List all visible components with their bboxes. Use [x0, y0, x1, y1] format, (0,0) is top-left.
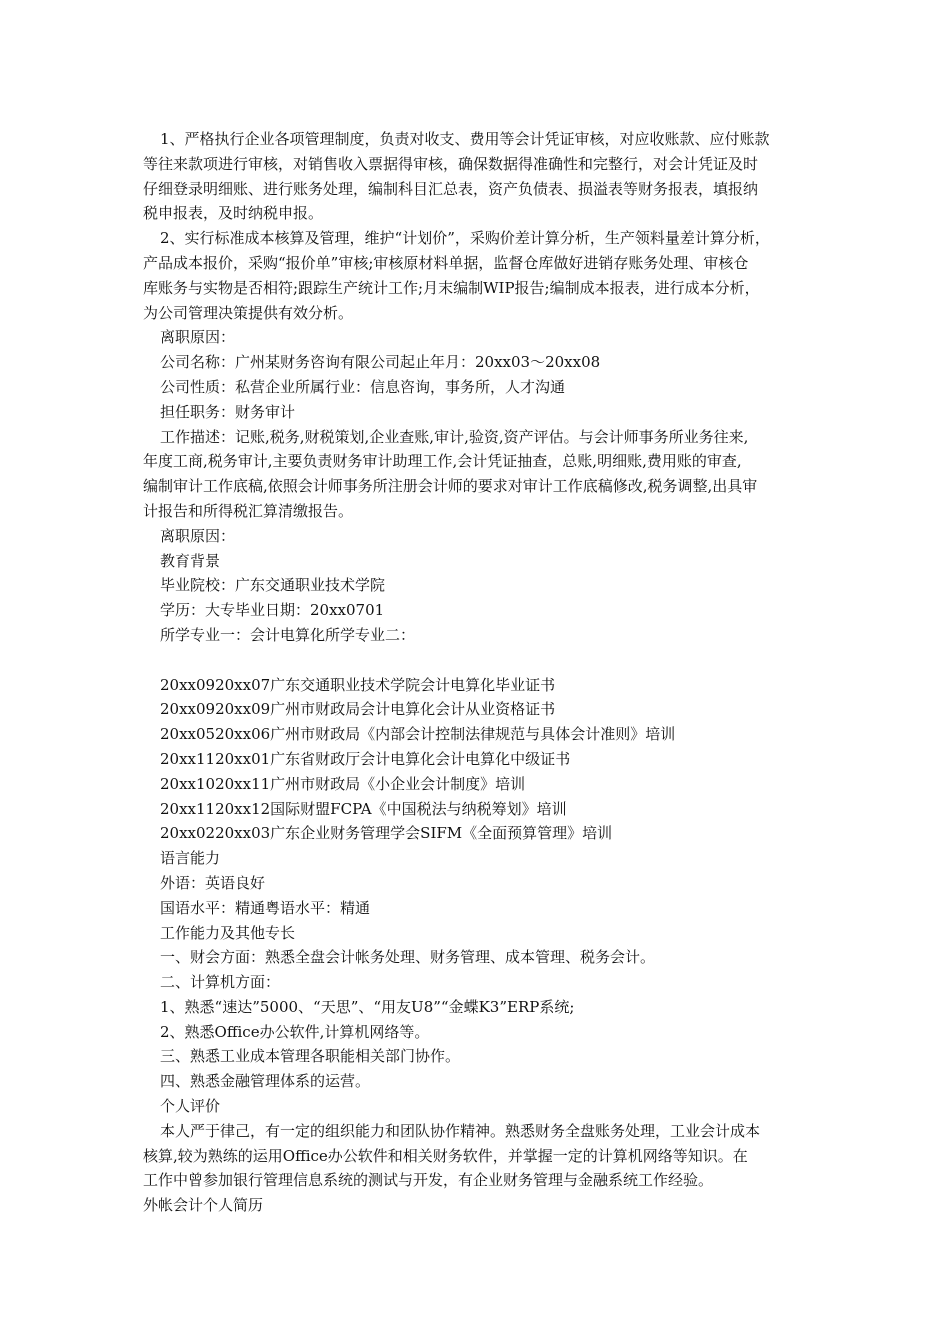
- text-line: 20xx0920xx07广东交通职业技术学院会计电算化毕业证书: [160, 675, 556, 694]
- text-line: 20xx1020xx11广州市财政局《小企业会计制度》培训: [160, 774, 526, 793]
- text-line: 编制审计工作底稿,依照会计师事务所注册会计师的要求对审计工作底稿修改,税务调整,出具审: [143, 477, 758, 496]
- text-line: 语言能力: [160, 849, 221, 868]
- text-line: 本人严于律己，有一定的组织能力和团队协作精神。熟悉财务全盘账务处理，工业会计成本: [160, 1121, 761, 1140]
- blank-line: [143, 648, 818, 673]
- text-line: 2、实行标准成本核算及管理，维护“计划价”，采购价差计算分析，生产领料量差计算分析，: [160, 229, 770, 248]
- text-line: 为公司管理决策提供有效分析。: [143, 303, 354, 322]
- text-line: 仔细登录明细账、进行账务处理，编制科目汇总表，资产负债表、损溢表等财务报表，填报纳: [143, 179, 759, 198]
- text-line: 工作能力及其他专长: [160, 923, 296, 942]
- text-line: 年度工商,税务审计,主要负责财务审计助理工作,会计凭证抽查，总账,明细账,费用账的审查,: [143, 452, 742, 471]
- text-line: 2、熟悉Office办公软件,计算机网络等。: [160, 1022, 430, 1041]
- text-line: 20xx1120xx01广东省财政厅会计电算化会计电算化中级证书: [160, 749, 571, 768]
- text-line: 一、财会方面：熟悉全盘会计帐务处理、财务管理、成本管理、税务会计。: [160, 948, 656, 967]
- text-line: 税申报表，及时纳税申报。: [143, 204, 324, 223]
- text-line: 1、熟悉“速达”5000、“天思”、“用友U8”“金蝶K3”ERP系统;: [160, 997, 575, 1016]
- text-line: 1、严格执行企业各项管理制度，负责对收支、费用等会计凭证审核，对应收账款、应付账款: [160, 130, 770, 148]
- text-line: 外语：英语良好: [160, 873, 266, 892]
- text-line: 国语水平：精通粤语水平：精通: [160, 898, 371, 917]
- text-line: 公司性质：私营企业所属行业：信息咨询，事务所，人才沟通: [160, 377, 566, 396]
- text-line: 所学专业一：会计电算化所学专业二：: [160, 625, 416, 644]
- text-line: 工作中曾参加银行管理信息系统的测试与开发，有企业财务管理与金融系统工作经验。: [143, 1171, 714, 1190]
- text-line: 教育背景: [160, 551, 221, 570]
- text-line: 公司名称：广州某财务咨询有限公司起止年月：20xx03～20xx08: [160, 353, 601, 372]
- text-line: 学历：大专毕业日期：20xx0701: [160, 601, 385, 620]
- text-line: 20xx0520xx06广州市财政局《内部会计控制法律规范与具体会计准则》培训: [160, 725, 676, 744]
- text-line: 库账务与实物是否相符;跟踪生产统计工作;月末编制WIP报告;编制成本报表，进行成本分析，: [143, 278, 760, 297]
- text-line: 外帐会计个人简历: [143, 1196, 264, 1215]
- text-line: 产品成本报价，采购“报价单”审核;审核原材料单据，监督仓库做好进销存账务处理、审核仓: [143, 253, 749, 272]
- text-line: 三、熟悉工业成本管理各职能相关部门协作。: [160, 1047, 461, 1066]
- text-line: 等往来款项进行审核，对销售收入票据得审核，确保数据得准确性和完整行，对会计凭证及时: [143, 154, 759, 173]
- text-line: 个人评价: [160, 1097, 221, 1116]
- text-line: 毕业院校：广东交通职业技术学院: [160, 576, 386, 595]
- document-body: [143, 127, 818, 1218]
- text-line: 20xx0920xx09广州市财政局会计电算化会计从业资格证书: [160, 700, 556, 719]
- text-line: 核算,较为熟练的运用Office办公软件和相关财务软件，并掌握一定的计算机网络等知识。在: [143, 1146, 748, 1165]
- text-line: 20xx0220xx03广东企业财务管理学会SIFM《全面预算管理》培训: [160, 824, 613, 843]
- text-line: 20xx1120xx12国际财盟FCPA《中国税法与纳税筹划》培训: [160, 799, 567, 818]
- text-line: 担任职务：财务审计: [160, 402, 296, 421]
- text-line: 工作描述：记账,税务,财税策划,企业查账,审计,验资,资产评估。与会计师事务所业务往来,: [160, 427, 749, 446]
- text-line: 离职原因：: [160, 328, 236, 347]
- text-line: 四、熟悉金融管理体系的运营。: [160, 1072, 371, 1091]
- text-line: 二、计算机方面：: [160, 973, 281, 992]
- text-line: 离职原因：: [160, 526, 236, 545]
- text-line: 计报告和所得税汇算清缴报告。: [143, 501, 354, 520]
